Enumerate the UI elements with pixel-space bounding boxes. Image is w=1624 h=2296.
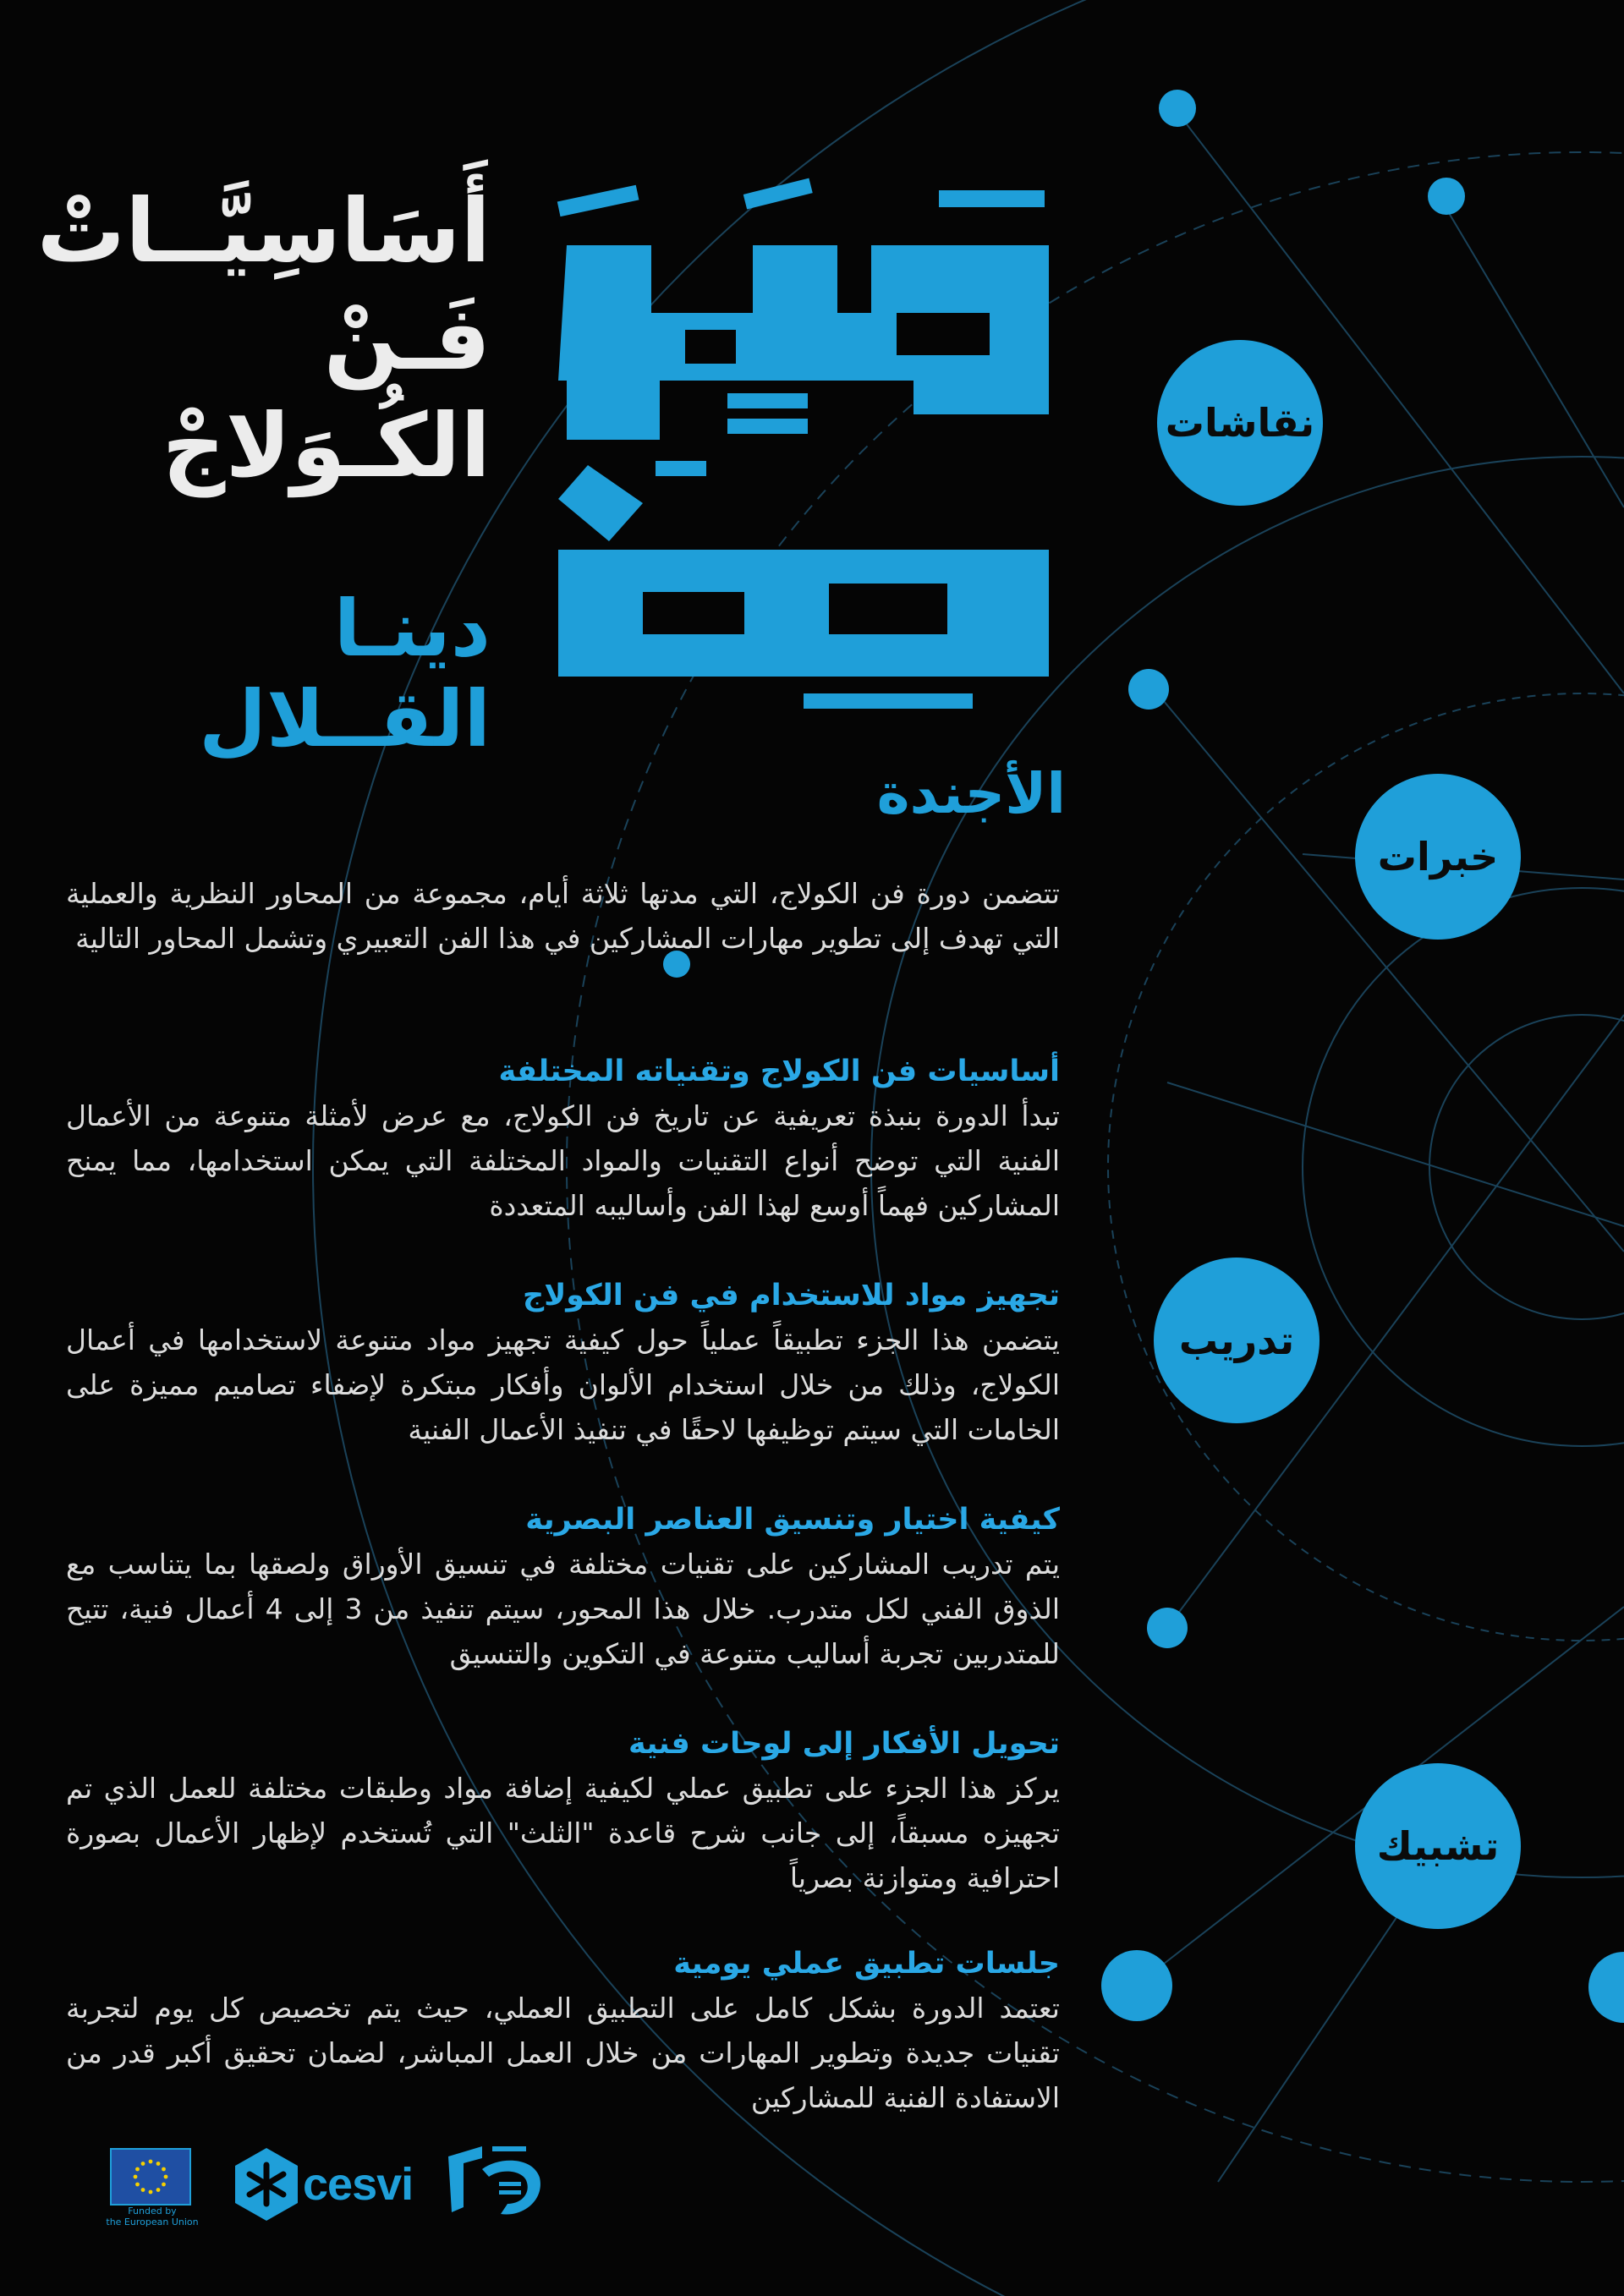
bubble-discussions: [1157, 340, 1323, 506]
bubble-experiences: [1355, 774, 1521, 940]
partner-logo-icon: [440, 2140, 550, 2224]
orbit-line: [1167, 1082, 1624, 1226]
cesvi-logo-icon: [233, 2146, 300, 2222]
section-heading: جلسات تطبيق عملي يومية: [673, 1947, 1060, 1981]
section-body: يتم تدريب المشاركين على تقنيات مختلفة في تنسيق الأوراق ولصقها بما يتناسب مع الذوق الفني لكل متدرب. خلال هذا المحور، سيتم تنفيذ من 3 إلى 4 أعمال فنية، تتيح للمتدربين تجربة أساليب متنوعة في التكوين والتنسيق: [66, 1547, 1060, 1671]
section-heading: أساسيات فن الكولاج وتقنياته المختلفة: [498, 1055, 1060, 1088]
cesvi-wordmark: cesvi: [303, 2159, 414, 2210]
agenda-section: [66, 1945, 1060, 2121]
bubble-label: نقاشات: [1165, 400, 1315, 446]
bubble-label: تدريب: [1178, 1318, 1295, 1363]
agenda-title: الأجندة: [876, 761, 1066, 826]
eu-caption-line: Funded by: [128, 2206, 177, 2217]
orbit-dot: [1147, 1608, 1188, 1648]
section-heading: تحويل الأفكار إلى لوحات فنية: [628, 1727, 1060, 1761]
orbit-ring: [1303, 888, 1624, 1446]
agenda-intro: [66, 871, 1060, 962]
brand-logo: [541, 169, 1083, 719]
section-heading: تجهيز مواد للاستخدام في فن الكولاج: [522, 1279, 1060, 1312]
orbit-dot: [1588, 1952, 1624, 2023]
section-heading: كيفية اختيار وتنسيق العناصر البصرية: [525, 1503, 1060, 1537]
agenda-section: [66, 1725, 1060, 1901]
orbit-line: [1150, 685, 1624, 1252]
orbit-line: [1438, 195, 1624, 507]
agenda-intro-text: تتضمن دورة فن الكولاج، التي مدتها ثلاثة أيام، مجموعة من المحاور النظرية والعملية التي تهدف إلى تطوير مهارات المشاركين في هذا الفن التعبيري وتشمل المحاور التالية: [66, 877, 1060, 956]
agenda-section: [66, 1053, 1060, 1229]
course-title-line-2: فَـنْ الكُـوَلاجْ: [162, 286, 491, 497]
eu-flag-icon: [110, 2148, 191, 2206]
agenda-section: [66, 1277, 1060, 1453]
orbit-dot: [1128, 669, 1169, 710]
eu-caption-line: the European Union: [106, 2217, 199, 2228]
orbit-dot: [1428, 178, 1465, 215]
orbit-dot: [1159, 90, 1196, 127]
orbit-ring: [1429, 1015, 1624, 1319]
section-body: يتضمن هذا الجزء تطبيقاً عملياً حول كيفية تجهيز مواد متنوعة لاستخدامها في أعمال الكولاج، وذلك من خلال استخدام الألوان وأفكار مبتكرة لإضفاء تصاميم مميزة على الخامات التي سيتم توظيفها لاحقًا في تنفيذ الأعمال الفنية: [66, 1323, 1060, 1447]
bubble-networking: [1355, 1763, 1521, 1929]
course-title: [36, 178, 491, 500]
footer-logos: [106, 2140, 584, 2233]
course-title-line-1: أَسَاسِيَّــاتْ: [36, 179, 491, 282]
eu-caption: [102, 2206, 203, 2228]
section-body: تعتمد الدورة بشكل كامل على التطبيق العملي، حيث يتم تخصيص كل يوم لتجربة تقنيات جديدة وتطوير المهارات من خلال العمل المباشر، لضمان تحقيق أكبر قدر من الاستفادة الفنية للمشاركين: [66, 1991, 1060, 2115]
trainer-name: دينـا القــلال: [199, 584, 491, 764]
orbit-dot: [1101, 1950, 1172, 2021]
bubble-label: تشبيك: [1376, 1823, 1500, 1869]
agenda-section: [66, 1501, 1060, 1677]
bubble-training: [1154, 1258, 1320, 1423]
section-body: تبدأ الدورة بنبذة تعريفية عن تاريخ فن الكولاج، مع عرض لأمثلة متنوعة من الأعمال الفنية التي توضح أنواع التقنيات والمواد المختلفة التي يمكن استخدامها، مما يمنح المشاركين فهماً أوسع لهذا الفن وأساليبه المتعددة: [66, 1099, 1060, 1223]
section-body: يركز هذا الجزء على تطبيق عملي لكيفية إضافة مواد وطبقات مختلفة للعمل الذي تم تجهيزه مسبقاً، إلى جانب شرح قاعدة "الثلث" التي تُستخدم لإظهار الأعمال بصورة احترافية ومتوازنة بصرياً: [66, 1771, 1060, 1895]
bubble-label: خبرات: [1377, 834, 1499, 879]
